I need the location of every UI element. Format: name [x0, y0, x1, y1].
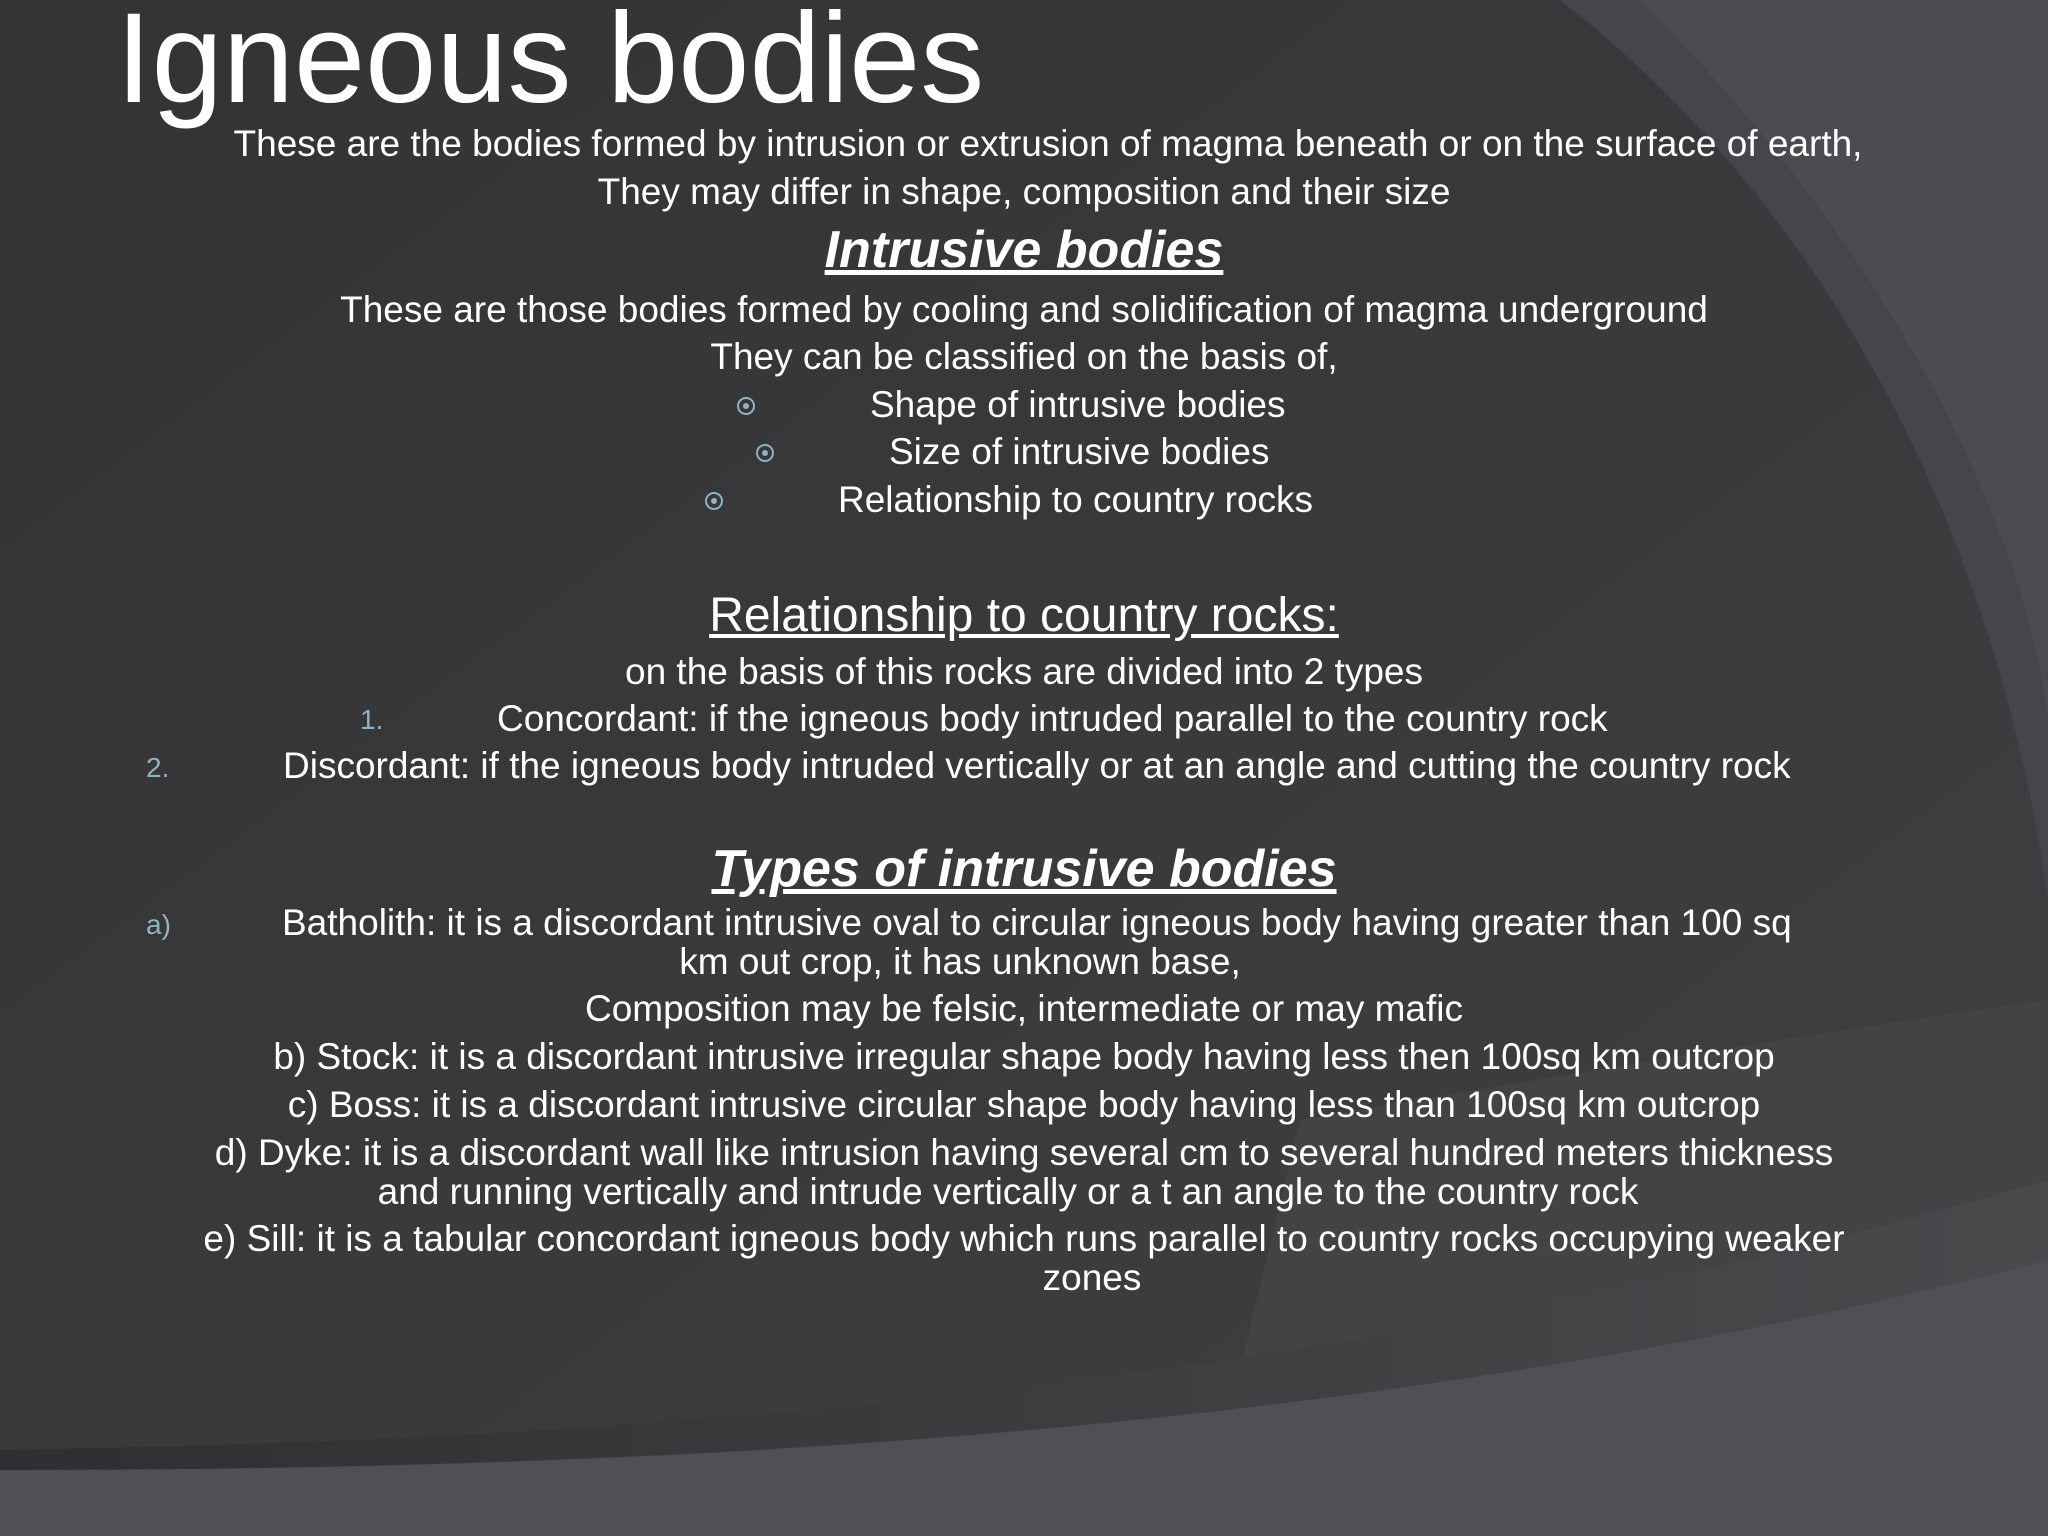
stock-item: b) Stock: it is a discordant intrusive irregular shape body having less then 100sq km outcrop	[273, 1036, 1775, 1077]
intrusive-definition: These are those bodies formed by cooling and solidification of magma underground	[340, 289, 1708, 330]
bullet-icon	[705, 492, 723, 510]
list-marker-a: a)	[146, 909, 171, 940]
batholith-item-continued: km out crop, it has unknown base,	[679, 941, 1241, 982]
intro-line-1: These are the bodies formed by intrusion or extrusion of magma beneath or on the surface of earth,	[233, 123, 1863, 164]
bullet-item-relationship: Relationship to country rocks	[838, 479, 1314, 520]
dyke-item-continued: and running vertically and intrude vertically or a t an angle to the country rock	[377, 1171, 1639, 1212]
batholith-item: Batholith: it is a discordant intrusive oval to circular igneous body having greater than 100 sq	[282, 902, 1792, 943]
relationship-heading: Relationship to country rocks:	[709, 589, 1339, 642]
types-heading: Types of intrusive bodies	[711, 840, 1337, 898]
intro-line-2: They may differ in shape, composition and their size	[597, 171, 1451, 212]
boss-item: c) Boss: it is a discordant intrusive circular shape body having less than 100sq km outcrop	[287, 1084, 1761, 1125]
sill-item-continued: zones	[1042, 1257, 1142, 1298]
sill-item: e) Sill: it is a tabular concordant igneous body which runs parallel to country rocks occupying weaker	[203, 1218, 1845, 1259]
discordant-item: Discordant: if the igneous body intruded vertically or at an angle and cutting the country rock	[283, 745, 1791, 786]
slide-title: Igneous bodies	[116, 0, 985, 130]
dyke-item: d) Dyke: it is a discordant wall like intrusion having several cm to several hundred meters thickness	[214, 1132, 1834, 1173]
bullet-item-shape: Shape of intrusive bodies	[870, 384, 1286, 425]
bullet-icon	[737, 397, 755, 415]
classification-intro: They can be classified on the basis of,	[710, 336, 1338, 377]
composition-line: Composition may be felsic, intermediate or may mafic	[584, 988, 1464, 1029]
bullet-icon	[756, 444, 774, 462]
concordant-item: Concordant: if the igneous body intruded parallel to the country rock	[497, 698, 1608, 739]
list-marker-1: 1.	[360, 704, 384, 735]
relationship-intro: on the basis of this rocks are divided into 2 types	[625, 651, 1423, 692]
list-marker-2: 2.	[146, 752, 170, 783]
bullet-item-size: Size of intrusive bodies	[889, 431, 1270, 472]
intrusive-bodies-heading: Intrusive bodies	[824, 221, 1224, 279]
